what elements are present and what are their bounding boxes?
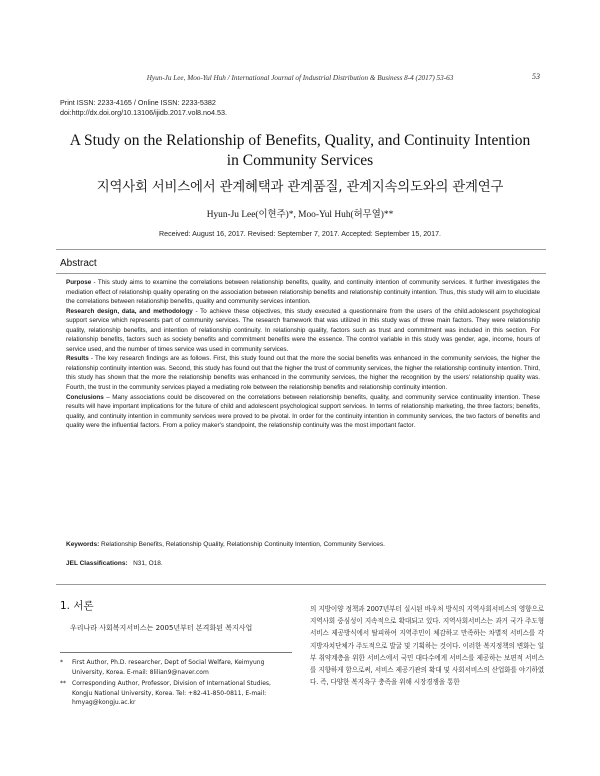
received-dates: Received: August 16, 2017. Revised: September 7, 2017. Accepted: September 15, 2017. bbox=[159, 230, 441, 238]
purpose-text: - This study aims to examine the correlations between relationship benefits, quality, and continuity intention of community services. It further investigates the mediation effect of relationship quality operating on the association between relationship benefits and relationship continuity intention. Thus, this study will aim to elucidate the correlations between relationship benefits, quality and community services intention. bbox=[66, 279, 540, 306]
footnote-mark: * bbox=[60, 659, 63, 666]
keywords-text: Relationship Benefits, Relationship Quality, Relationship Continuity Intention, Community Services. bbox=[99, 541, 385, 548]
purpose-label: Purpose bbox=[66, 279, 92, 286]
footnotes bbox=[60, 652, 292, 710]
running-header: Hyun-Ju Lee, Moo-Yul Huh / International Journal of Industrial Distribution & Business 8-4 (2017) 53-63 bbox=[146, 74, 454, 82]
design-label: Research design, data, and methodology bbox=[66, 307, 193, 315]
introduction-paragraph: 우리나라 사회복지서비스는 2005년부터 본격화된 복지사업 bbox=[70, 624, 253, 632]
issn-line: Print ISSN: 2233-4165 / Online ISSN: 2233-5382 bbox=[60, 98, 216, 107]
page-number: 53 bbox=[532, 72, 540, 81]
doi-line: doi:http://dx.doi.org/10.13106/ijidb.2017.vol8.no4.53. bbox=[60, 108, 228, 117]
footnote-text: First Author, Ph.D. researcher, Dept of Social Welfare, Keimyung University, Korea. E-mail: 8lilian9@naver.com bbox=[72, 659, 265, 676]
authors: Hyun-Ju Lee(이현주)*, Moo-Yul Huh(허무열)** bbox=[206, 210, 394, 220]
results-text: - The key research findings are as follows. First, this study found out that the more the social benefits was enhanced in the community services, the higher the relationship continuity intention was. Second, this study has found out that the higher the trust of community services, the higher the relationship continuity intention. Third, this study has shown that the more the relationship benefits was enhanced in the community services, the higher the recognition by the users' relationship quality was. Fourth, the trust in the community services played a mediating role between the relationship benefits and relationship continuity intention. bbox=[66, 355, 540, 392]
abstract-divider bbox=[56, 273, 546, 274]
title-korean: 지역사회 서비스에서 관계혜택과 관계품질, 관계지속의도와의 관계연구 bbox=[96, 180, 504, 195]
conclusions-label: Conclusions bbox=[66, 393, 104, 401]
right-column-text: 의 지방이양 정책과 2007년부터 실시된 바우처 방식의 지역사회서비스의 영향으로 지역사회 중심성이 지속적으로 확대되고 있다. 지역사회서비스는 과거 국가 주도형 서비스 제공방식에서 탈피하여 지역주민이 체감하고 만족하는 차별적 서비스를 각 지방자치단체가 주도적으로 발굴 및 기획하는 것이다. 이러한 복지정책의 변화는 일부 취약계층을 위한 서비스에서 국민 대다수에게 서비스를 제공하는 보편적 서비스를 지향하게 함으로써, 서비스 제공기관의 확대 및 사회서비스의 산업화를 야기하였다. 즉, 다양한 복지욕구 충족을 위해 시장경쟁을 통한 bbox=[310, 605, 544, 687]
keywords-label: Keywords: bbox=[66, 541, 100, 548]
section-title: 1. 서론 bbox=[60, 600, 94, 612]
footnote-corresponding-author bbox=[60, 679, 292, 708]
footnote-mark: ** bbox=[60, 680, 66, 688]
title-english bbox=[50, 131, 550, 171]
design-text: - To achieve these objectives, this study executed a questionnaire from the users of the child.adolescent psychological support service which represents part of community services. The research framework that was utilized in this study was of three main factors. They were relationship quality, relationship benefits, and intention of relationship continuity. In relationship quality, factors such as trust and commitment was included in this section. For relationship benefits, factors such as society benefits and commitment benefits were the essence. The control variable in this study was gender, age, income, hours of service used, and the number of times service was used in community services. bbox=[66, 307, 540, 353]
footnote-text: Corresponding Author, Professor, Division of International Studies, Kongju National University, Korea. Tel: +82-41-850-0811, E-mail: hmyag@kongju.ac.kr bbox=[72, 680, 271, 707]
keywords bbox=[66, 541, 540, 548]
jel-label: JEL Classifications: bbox=[66, 560, 128, 567]
jel-text: N31, O18. bbox=[127, 560, 163, 567]
abstract-purpose bbox=[66, 278, 540, 307]
abstract-body bbox=[66, 278, 540, 431]
title-english-line1: A Study on the Relationship of Benefits, Quality, and Continuity Intention bbox=[69, 132, 531, 149]
issn-block bbox=[60, 98, 227, 118]
title-english-line2: in Community Services bbox=[226, 152, 374, 169]
jel-classifications bbox=[66, 560, 540, 567]
abstract-conclusions bbox=[66, 393, 540, 431]
conclusions-text: – Many associations could be discovered on the correlations between relationship benefits, quality, and community service continuality intention. These results will have important implications for the future of child and adolescent psychological support services. In terms of relationship marketing, the three factors; benefits, quality, and continuity intention in community services were proved to be pivotal. In order for the continuity intention in community services, the two factors of benefits and quality were the influential factors. From a policy maker's standpoint, the relationship continuity was the most important factor. bbox=[66, 393, 540, 430]
abstract-box bbox=[56, 249, 546, 585]
left-column bbox=[60, 598, 288, 634]
abstract-results bbox=[66, 354, 540, 392]
abstract-heading: Abstract bbox=[60, 258, 97, 269]
footnote-first-author bbox=[60, 658, 292, 677]
results-label: Results bbox=[66, 355, 89, 363]
abstract-design bbox=[66, 307, 540, 355]
